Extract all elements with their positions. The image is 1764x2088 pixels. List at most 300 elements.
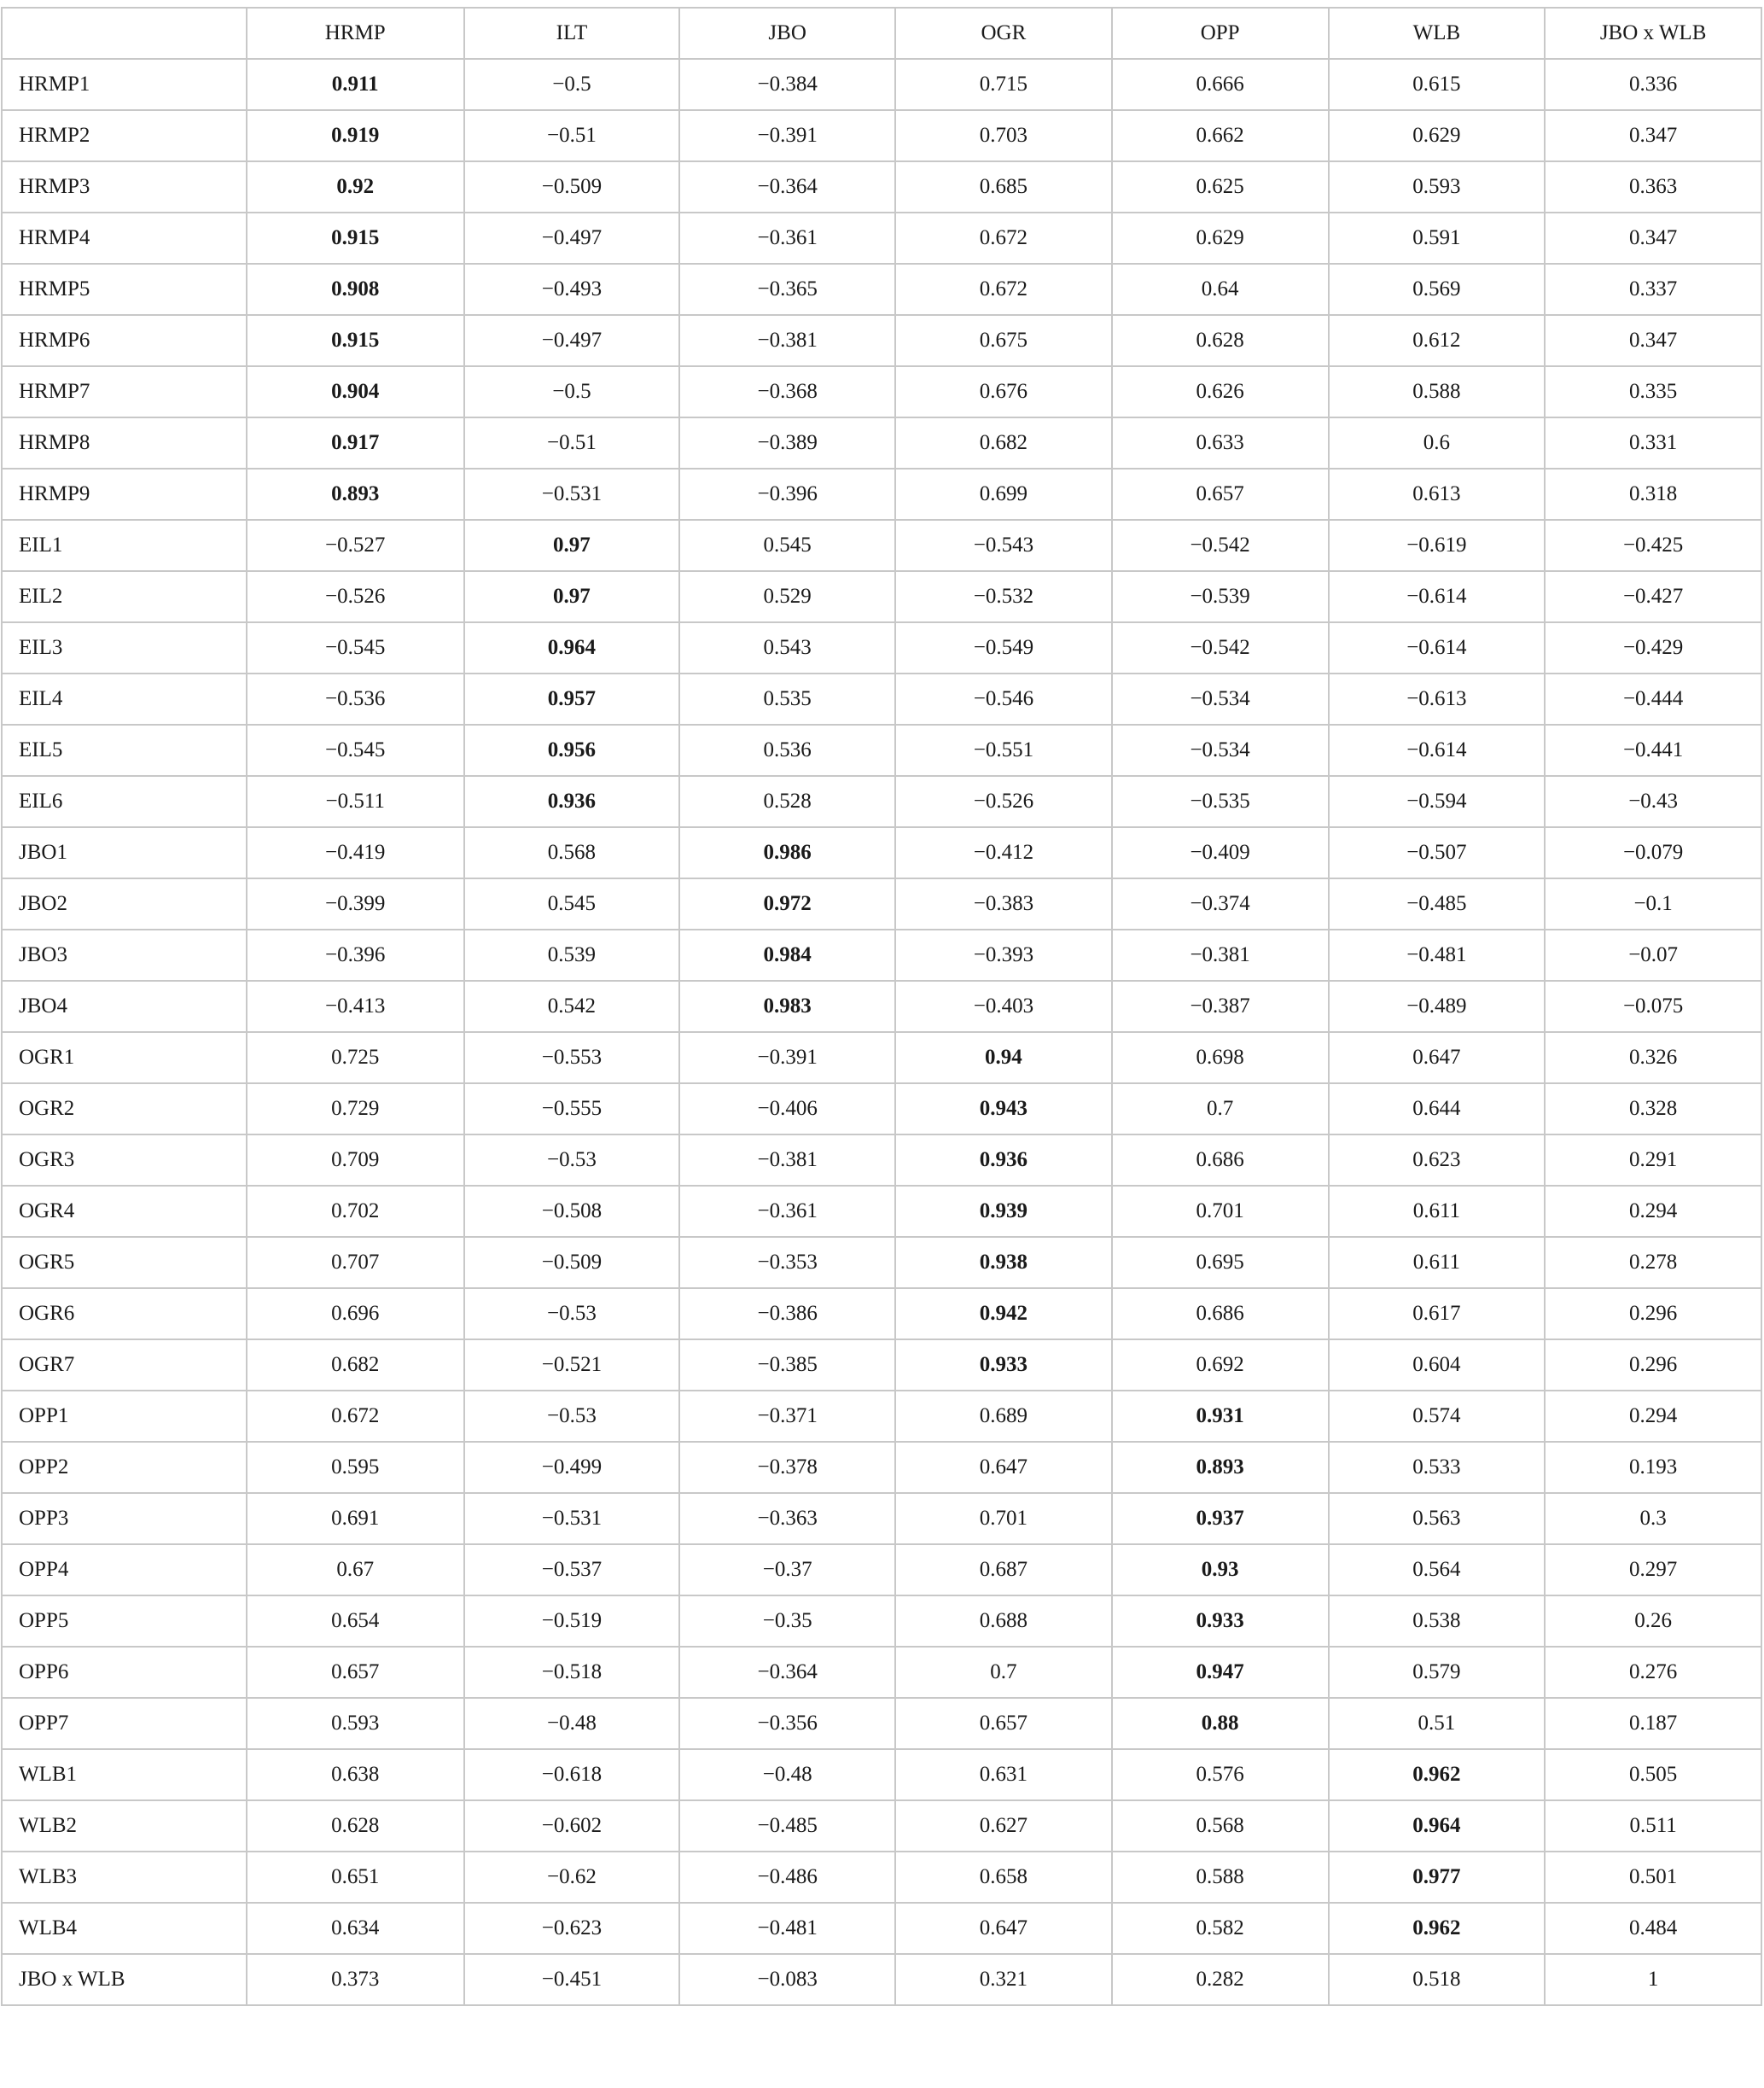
row-label: EIL1: [2, 520, 247, 571]
table-cell: −0.075: [1545, 981, 1761, 1032]
table-row: [2, 776, 1761, 827]
table-cell: 0.93: [1112, 1544, 1329, 1595]
table-cell: 0.662: [1112, 110, 1329, 161]
table-header: [2, 8, 1761, 59]
table-cell: 0.908: [247, 264, 464, 315]
table-cell: 0.956: [464, 725, 680, 776]
row-label: JBO1: [2, 827, 247, 878]
table-cell: 0.904: [247, 366, 464, 417]
table-cell: −0.539: [1112, 571, 1329, 622]
table-cell: 0.611: [1329, 1186, 1546, 1237]
table-row: [2, 59, 1761, 110]
table-cell: −0.545: [247, 622, 464, 674]
table-cell: 0.654: [247, 1595, 464, 1647]
table-cell: 0.688: [895, 1595, 1112, 1647]
table-cell: 0.676: [895, 366, 1112, 417]
row-label: EIL5: [2, 725, 247, 776]
table-cell: 0.296: [1545, 1339, 1761, 1391]
table-cell: −0.371: [679, 1391, 895, 1442]
table-cell: 0.7: [1112, 1083, 1329, 1134]
table-cell: 0.707: [247, 1237, 464, 1288]
row-label: EIL2: [2, 571, 247, 622]
table-cell: −0.07: [1545, 930, 1761, 981]
table-cell: 0.67: [247, 1544, 464, 1595]
table-cell: 0.347: [1545, 110, 1761, 161]
table-cell: 0.373: [247, 1954, 464, 2005]
table-cell: 0.936: [895, 1134, 1112, 1186]
table-cell: 0.984: [679, 930, 895, 981]
table-cell: −0.409: [1112, 827, 1329, 878]
table-cell: 0.686: [1112, 1288, 1329, 1339]
table-cell: 0.938: [895, 1237, 1112, 1288]
table-cell: 0.939: [895, 1186, 1112, 1237]
table-row: [2, 1852, 1761, 1903]
table-cell: −0.553: [464, 1032, 680, 1083]
table-cell: 0.3: [1545, 1493, 1761, 1544]
table-cell: 0.647: [895, 1442, 1112, 1493]
table-cell: −0.531: [464, 469, 680, 520]
row-label: OPP1: [2, 1391, 247, 1442]
table-cell: 0.291: [1545, 1134, 1761, 1186]
table-cell: −0.509: [464, 161, 680, 213]
table-cell: −0.381: [679, 1134, 895, 1186]
table-cell: 0.943: [895, 1083, 1112, 1134]
table-cell: 0.893: [1112, 1442, 1329, 1493]
table-cell: 0.729: [247, 1083, 464, 1134]
table-cell: 0.942: [895, 1288, 1112, 1339]
table-cell: −0.429: [1545, 622, 1761, 674]
row-label: HRMP4: [2, 213, 247, 264]
row-label: JBO4: [2, 981, 247, 1032]
table-cell: −0.363: [679, 1493, 895, 1544]
table-cell: 0.613: [1329, 469, 1546, 520]
table-cell: −0.386: [679, 1288, 895, 1339]
table-cell: 0.695: [1112, 1237, 1329, 1288]
row-label: OGR6: [2, 1288, 247, 1339]
row-label: HRMP6: [2, 315, 247, 366]
table-row: [2, 1442, 1761, 1493]
table-cell: 0.692: [1112, 1339, 1329, 1391]
table-cell: 0.651: [247, 1852, 464, 1903]
table-cell: 0.699: [895, 469, 1112, 520]
table-cell: −0.507: [1329, 827, 1546, 878]
table-cell: −0.619: [1329, 520, 1546, 571]
table-cell: 0.686: [1112, 1134, 1329, 1186]
table-row: [2, 469, 1761, 520]
table-cell: 0.689: [895, 1391, 1112, 1442]
table-cell: 0.535: [679, 674, 895, 725]
table-row: [2, 1288, 1761, 1339]
table-cell: 0.331: [1545, 417, 1761, 469]
table-cell: 0.294: [1545, 1186, 1761, 1237]
table-cell: 0.591: [1329, 213, 1546, 264]
table-cell: −0.493: [464, 264, 680, 315]
table-cell: −0.551: [895, 725, 1112, 776]
table-row: [2, 1237, 1761, 1288]
table-cell: −0.389: [679, 417, 895, 469]
column-header: JBO: [679, 8, 895, 59]
table-cell: 0.297: [1545, 1544, 1761, 1595]
table-cell: 0.539: [464, 930, 680, 981]
table-cell: −0.481: [679, 1903, 895, 1954]
table-row: [2, 1903, 1761, 1954]
table-cell: −0.526: [895, 776, 1112, 827]
table-cell: −0.387: [1112, 981, 1329, 1032]
row-label: HRMP8: [2, 417, 247, 469]
table-cell: −0.534: [1112, 674, 1329, 725]
row-label: HRMP9: [2, 469, 247, 520]
table-cell: 0.623: [1329, 1134, 1546, 1186]
table-cell: 0.92: [247, 161, 464, 213]
table-cell: −0.5: [464, 59, 680, 110]
row-label: OPP2: [2, 1442, 247, 1493]
table-cell: 0.644: [1329, 1083, 1546, 1134]
table-cell: −0.412: [895, 827, 1112, 878]
table-cell: 0.588: [1112, 1852, 1329, 1903]
table-row: [2, 930, 1761, 981]
table-cell: −0.511: [247, 776, 464, 827]
row-label: JBO2: [2, 878, 247, 930]
table-cell: 0.638: [247, 1749, 464, 1800]
table-row: [2, 827, 1761, 878]
table-cell: 0.725: [247, 1032, 464, 1083]
table-row: [2, 520, 1761, 571]
table-cell: −0.545: [247, 725, 464, 776]
row-label: WLB1: [2, 1749, 247, 1800]
table-cell: 0.529: [679, 571, 895, 622]
table-cell: −0.614: [1329, 571, 1546, 622]
row-label: EIL3: [2, 622, 247, 674]
table-cell: −0.542: [1112, 520, 1329, 571]
table-cell: −0.508: [464, 1186, 680, 1237]
table-cell: −0.527: [247, 520, 464, 571]
table-cell: −0.481: [1329, 930, 1546, 981]
table-cell: 0.278: [1545, 1237, 1761, 1288]
table-cell: 0.986: [679, 827, 895, 878]
table-cell: −0.535: [1112, 776, 1329, 827]
table-cell: −0.356: [679, 1698, 895, 1749]
table-row: [2, 1339, 1761, 1391]
table-cell: −0.391: [679, 1032, 895, 1083]
table-cell: 0.51: [1329, 1698, 1546, 1749]
table-cell: 0.666: [1112, 59, 1329, 110]
table-cell: −0.549: [895, 622, 1112, 674]
table-row: [2, 622, 1761, 674]
table-cell: 0.672: [247, 1391, 464, 1442]
table-cell: −0.534: [1112, 725, 1329, 776]
row-label: HRMP5: [2, 264, 247, 315]
table-row: [2, 1647, 1761, 1698]
table-cell: −0.546: [895, 674, 1112, 725]
table-cell: −0.497: [464, 315, 680, 366]
row-label: OPP5: [2, 1595, 247, 1647]
table-cell: 0.542: [464, 981, 680, 1032]
table-row: [2, 1698, 1761, 1749]
table-row: [2, 1186, 1761, 1237]
table-cell: 0.88: [1112, 1698, 1329, 1749]
table-cell: 0.26: [1545, 1595, 1761, 1647]
table-cell: −0.53: [464, 1288, 680, 1339]
table-row: [2, 1595, 1761, 1647]
table-cell: −0.425: [1545, 520, 1761, 571]
table-cell: 0.588: [1329, 366, 1546, 417]
table-cell: −0.35: [679, 1595, 895, 1647]
table-cell: 0.582: [1112, 1903, 1329, 1954]
table-cell: −0.602: [464, 1800, 680, 1852]
table-cell: −0.361: [679, 213, 895, 264]
table-cell: −0.378: [679, 1442, 895, 1493]
table-cell: 0.937: [1112, 1493, 1329, 1544]
table-cell: 0.6: [1329, 417, 1546, 469]
table-cell: −0.618: [464, 1749, 680, 1800]
table-cell: 0.703: [895, 110, 1112, 161]
table-cell: −0.399: [247, 878, 464, 930]
table-row: [2, 1544, 1761, 1595]
table-cell: 0.518: [1329, 1954, 1546, 2005]
table-cell: 0.501: [1545, 1852, 1761, 1903]
column-header: OGR: [895, 8, 1112, 59]
table-cell: −0.403: [895, 981, 1112, 1032]
column-header: JBO x WLB: [1545, 8, 1761, 59]
table-cell: 0.543: [679, 622, 895, 674]
table-cell: −0.396: [247, 930, 464, 981]
table-cell: 0.628: [1112, 315, 1329, 366]
table-cell: 0.629: [1329, 110, 1546, 161]
table-row: [2, 571, 1761, 622]
table-cell: −0.614: [1329, 725, 1546, 776]
table-cell: 0.672: [895, 264, 1112, 315]
table-cell: −0.406: [679, 1083, 895, 1134]
row-label: HRMP3: [2, 161, 247, 213]
table-cell: 0.983: [679, 981, 895, 1032]
table-cell: 0.647: [895, 1903, 1112, 1954]
table-cell: 0.533: [1329, 1442, 1546, 1493]
row-label: HRMP1: [2, 59, 247, 110]
table-cell: −0.37: [679, 1544, 895, 1595]
table-cell: 0.931: [1112, 1391, 1329, 1442]
column-header: OPP: [1112, 8, 1329, 59]
table-cell: 0.633: [1112, 417, 1329, 469]
table-cell: 0.893: [247, 469, 464, 520]
table-cell: −0.393: [895, 930, 1112, 981]
table-cell: 0.626: [1112, 366, 1329, 417]
table-cell: 0.919: [247, 110, 464, 161]
column-header: ILT: [464, 8, 680, 59]
table-row: [2, 264, 1761, 315]
table-row: [2, 725, 1761, 776]
table-cell: 0.97: [464, 571, 680, 622]
table-cell: −0.509: [464, 1237, 680, 1288]
row-label: HRMP7: [2, 366, 247, 417]
table-cell: 0.574: [1329, 1391, 1546, 1442]
table-cell: −0.485: [1329, 878, 1546, 930]
table-cell: −0.594: [1329, 776, 1546, 827]
table-cell: −0.518: [464, 1647, 680, 1698]
table-cell: −0.486: [679, 1852, 895, 1903]
table-cell: 0.687: [895, 1544, 1112, 1595]
table-cell: 0.326: [1545, 1032, 1761, 1083]
table-cell: 0.933: [1112, 1595, 1329, 1647]
row-label: JBO3: [2, 930, 247, 981]
table-cell: 0.64: [1112, 264, 1329, 315]
table-cell: 0.484: [1545, 1903, 1761, 1954]
table-row: [2, 1391, 1761, 1442]
table-cell: 0.682: [247, 1339, 464, 1391]
row-label: OPP7: [2, 1698, 247, 1749]
column-header: HRMP: [247, 8, 464, 59]
table-cell: 1: [1545, 1954, 1761, 2005]
table-cell: 0.336: [1545, 59, 1761, 110]
table-cell: 0.631: [895, 1749, 1112, 1800]
table-cell: 0.691: [247, 1493, 464, 1544]
table-cell: 0.318: [1545, 469, 1761, 520]
table-row: [2, 213, 1761, 264]
table-cell: −0.536: [247, 674, 464, 725]
row-label: WLB3: [2, 1852, 247, 1903]
table-cell: −0.521: [464, 1339, 680, 1391]
row-label: HRMP2: [2, 110, 247, 161]
table-cell: 0.94: [895, 1032, 1112, 1083]
table-cell: 0.545: [464, 878, 680, 930]
table-cell: −0.384: [679, 59, 895, 110]
table-cell: 0.972: [679, 878, 895, 930]
row-label: EIL6: [2, 776, 247, 827]
table-cell: 0.715: [895, 59, 1112, 110]
table-cell: 0.696: [247, 1288, 464, 1339]
table-row: [2, 1749, 1761, 1800]
table-cell: 0.187: [1545, 1698, 1761, 1749]
table-row: [2, 1800, 1761, 1852]
table-row: [2, 315, 1761, 366]
table-cell: 0.629: [1112, 213, 1329, 264]
table-cell: 0.658: [895, 1852, 1112, 1903]
table-cell: 0.593: [1329, 161, 1546, 213]
table-cell: −0.381: [679, 315, 895, 366]
table-row: [2, 1083, 1761, 1134]
table-cell: 0.568: [1112, 1800, 1329, 1852]
table-cell: 0.536: [679, 725, 895, 776]
table-cell: −0.51: [464, 110, 680, 161]
table-cell: −0.444: [1545, 674, 1761, 725]
table-cell: 0.964: [464, 622, 680, 674]
table-cell: 0.647: [1329, 1032, 1546, 1083]
table-cell: −0.391: [679, 110, 895, 161]
table-cell: −0.519: [464, 1595, 680, 1647]
table-cell: −0.51: [464, 417, 680, 469]
table-cell: −0.383: [895, 878, 1112, 930]
table-cell: 0.328: [1545, 1083, 1761, 1134]
table-cell: 0.685: [895, 161, 1112, 213]
table-cell: −0.079: [1545, 827, 1761, 878]
table-cell: −0.497: [464, 213, 680, 264]
table-row: [2, 1493, 1761, 1544]
table-cell: 0.347: [1545, 213, 1761, 264]
table-cell: 0.915: [247, 213, 464, 264]
table-cell: 0.947: [1112, 1647, 1329, 1698]
table-cell: 0.97: [464, 520, 680, 571]
table-cell: 0.569: [1329, 264, 1546, 315]
row-label: OGR1: [2, 1032, 247, 1083]
table-cell: −0.48: [464, 1698, 680, 1749]
table-cell: 0.962: [1329, 1903, 1546, 1954]
table-cell: 0.296: [1545, 1288, 1761, 1339]
table-cell: −0.5: [464, 366, 680, 417]
table-cell: 0.579: [1329, 1647, 1546, 1698]
row-label: WLB4: [2, 1903, 247, 1954]
table-cell: 0.193: [1545, 1442, 1761, 1493]
table-cell: −0.1: [1545, 878, 1761, 930]
row-label: EIL4: [2, 674, 247, 725]
row-label: WLB2: [2, 1800, 247, 1852]
table-cell: −0.614: [1329, 622, 1546, 674]
table-cell: −0.364: [679, 1647, 895, 1698]
table-body: [2, 59, 1761, 2005]
table-cell: 0.335: [1545, 366, 1761, 417]
table-cell: 0.604: [1329, 1339, 1546, 1391]
row-label: OGR2: [2, 1083, 247, 1134]
table-cell: 0.957: [464, 674, 680, 725]
table-cell: −0.451: [464, 1954, 680, 2005]
header-row: [2, 8, 1761, 59]
table-cell: 0.675: [895, 315, 1112, 366]
table-cell: 0.568: [464, 827, 680, 878]
table-cell: 0.682: [895, 417, 1112, 469]
row-label: JBO x WLB: [2, 1954, 247, 2005]
table-row: [2, 417, 1761, 469]
table-cell: −0.499: [464, 1442, 680, 1493]
column-header: WLB: [1329, 8, 1546, 59]
table-cell: −0.368: [679, 366, 895, 417]
table-row: [2, 161, 1761, 213]
table-cell: −0.543: [895, 520, 1112, 571]
table-cell: 0.977: [1329, 1852, 1546, 1903]
table-cell: 0.911: [247, 59, 464, 110]
table-row: [2, 110, 1761, 161]
table-cell: 0.702: [247, 1186, 464, 1237]
table-cell: −0.413: [247, 981, 464, 1032]
table-cell: −0.365: [679, 264, 895, 315]
table-cell: 0.701: [895, 1493, 1112, 1544]
table-cell: 0.337: [1545, 264, 1761, 315]
table-cell: −0.485: [679, 1800, 895, 1852]
table-cell: 0.593: [247, 1698, 464, 1749]
table-cell: −0.537: [464, 1544, 680, 1595]
row-label: OPP3: [2, 1493, 247, 1544]
table-cell: 0.347: [1545, 315, 1761, 366]
table-cell: 0.615: [1329, 59, 1546, 110]
row-label: OPP6: [2, 1647, 247, 1698]
table-cell: −0.53: [464, 1391, 680, 1442]
table-cell: −0.427: [1545, 571, 1761, 622]
table-cell: −0.532: [895, 571, 1112, 622]
row-label: OGR7: [2, 1339, 247, 1391]
table-cell: 0.657: [1112, 469, 1329, 520]
table-cell: −0.62: [464, 1852, 680, 1903]
table-cell: 0.657: [247, 1647, 464, 1698]
table-row: [2, 1954, 1761, 2005]
table-cell: 0.627: [895, 1800, 1112, 1852]
table-cell: 0.709: [247, 1134, 464, 1186]
table-cell: −0.555: [464, 1083, 680, 1134]
table-cell: 0.564: [1329, 1544, 1546, 1595]
table-cell: 0.933: [895, 1339, 1112, 1391]
table-cell: −0.53: [464, 1134, 680, 1186]
row-label: OGR4: [2, 1186, 247, 1237]
table-cell: −0.542: [1112, 622, 1329, 674]
table-cell: 0.915: [247, 315, 464, 366]
row-label: OGR3: [2, 1134, 247, 1186]
table-cell: 0.294: [1545, 1391, 1761, 1442]
